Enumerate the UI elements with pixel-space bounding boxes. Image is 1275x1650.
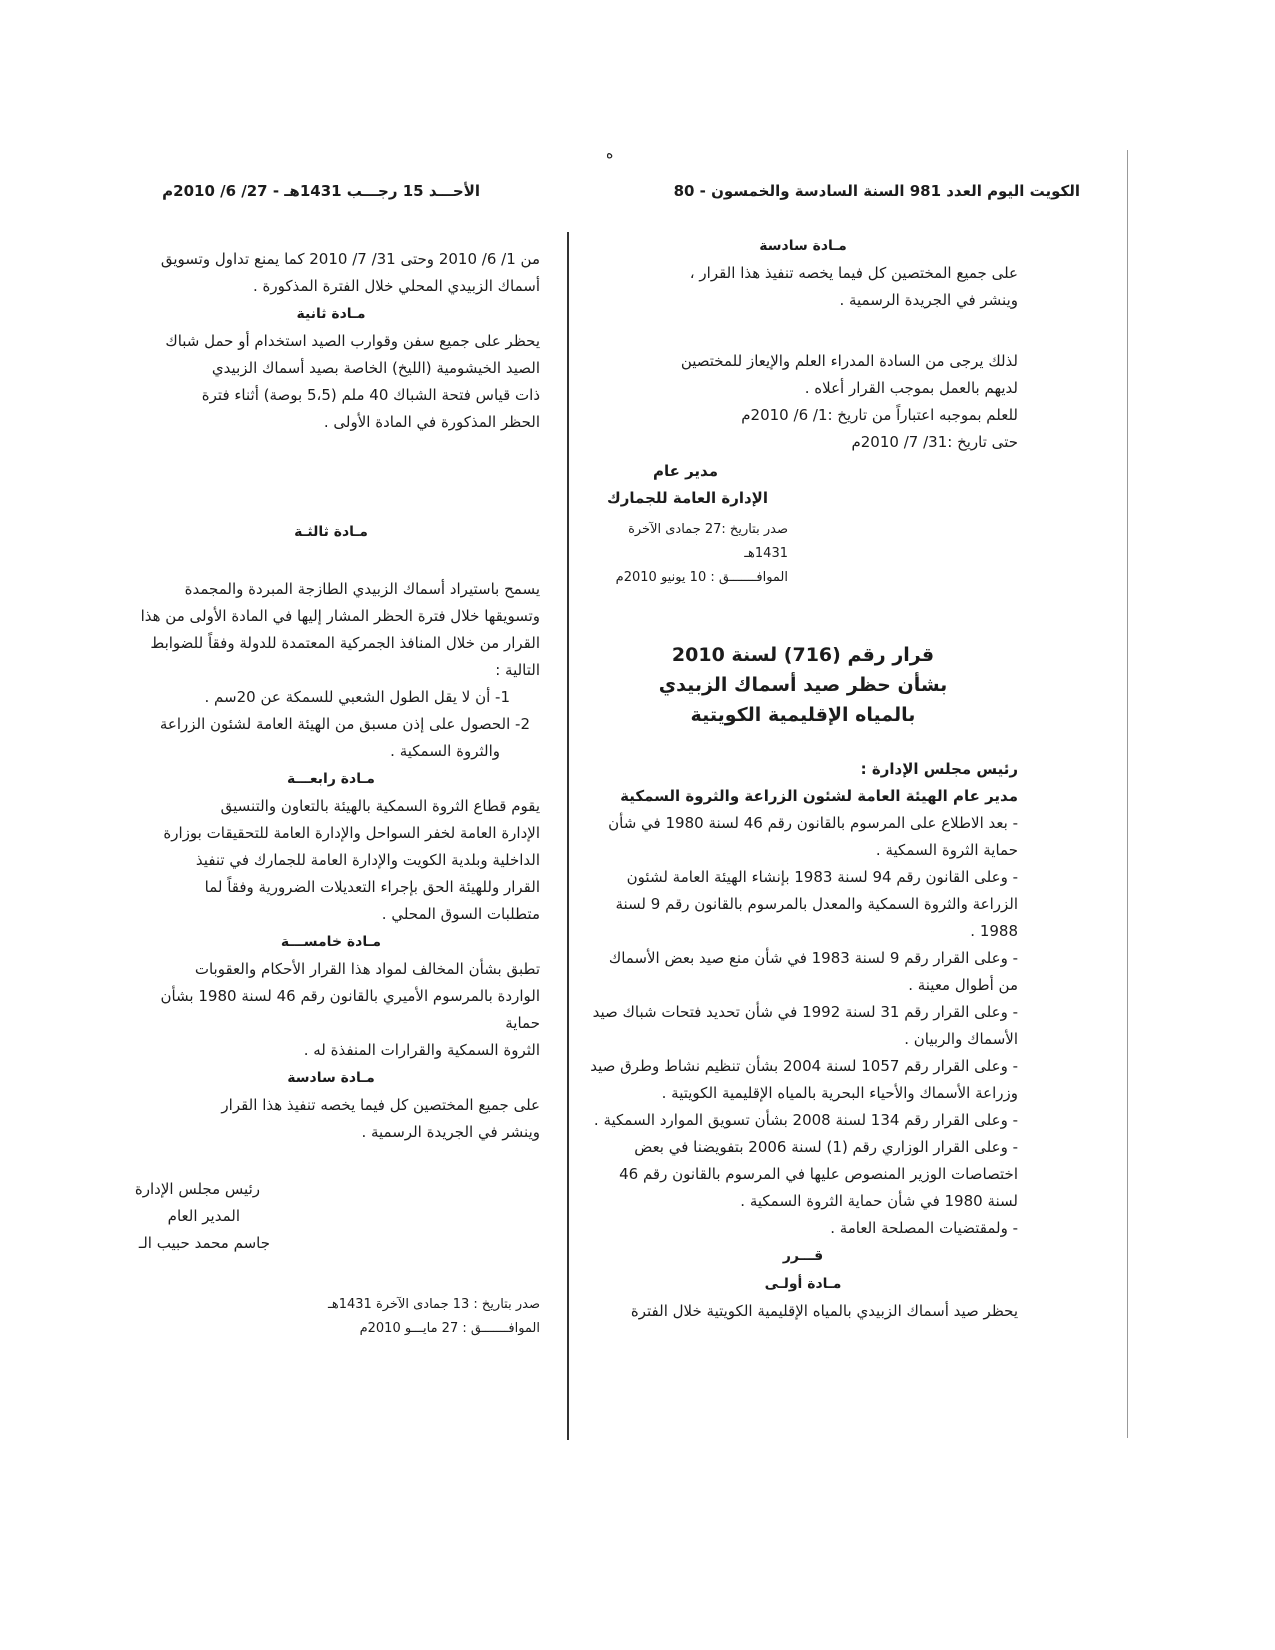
article3-line-3: القرار من خلال المنافذ الجمركية المعتمدة للدولة وفقاً للضوابط [150, 634, 540, 652]
left-article6-line-1: على جميع المختصين كل فيما يخصه تنفيذ هذا القرار [221, 1096, 540, 1114]
recital-6: - وعلى القرار رقم 134 لسنة 2008 بشأن تسويق الموارد السمكية . [593, 1111, 1018, 1129]
article4-line-2: الإدارة العامة لخفر السواحل والإدارة العامة للتحقيقات بوزارة [163, 824, 540, 842]
article3-line-2: وتسويقها خلال فترة الحظر المشار إليها في المادة الأولى من هذا [140, 607, 540, 625]
right-signature-title: مدير عام [652, 462, 718, 480]
right-signature-org: الإدارة العامة للجمارك [607, 489, 768, 507]
right-article6-line-1: على جميع المختصين كل فيما يخصه تنفيذ هذا القرار ، [689, 264, 1018, 282]
recital-3: - وعلى القرار رقم 9 لسنة 1983 في شأن منع صيد بعض الأسماك من أطوال معينة . [608, 949, 1018, 994]
header-left-date: الأحـــد 15 رجـــب 1431هـ - 27/ 6/ 2010م [162, 182, 480, 200]
article2-line-1: يحظر على جميع سفن وقوارب الصيد استخدام أو حمل شباك [165, 332, 540, 350]
left-signature-line-2: المدير العام [167, 1207, 240, 1225]
notice-line-4: حتى تاريخ :31/ 7/ 2010م [851, 433, 1018, 451]
left-intro-line-2: أسماك الزبيدي المحلي خلال الفترة المذكورة . [253, 277, 540, 295]
left-signature-line-3: جاسم محمد حبيب الـ [138, 1234, 270, 1252]
recital-2: - وعلى القانون رقم 94 لسنة 1983 بإنشاء الهيئة العامة لشئون الزراعة والثروة السمكية والمعدل بالمرسوم بالقانون رقم 9 لسنة 1988 . [615, 868, 1018, 940]
recital-8: - ولمقتضيات المصلحة العامة . [830, 1219, 1018, 1237]
recital-1: - بعد الاطلاع على المرسوم بالقانون رقم 46 لسنة 1980 في شأن حماية الثروة السمكية . [608, 814, 1018, 859]
right-column [588, 232, 1018, 1325]
left-issued-line-1: صدر بتاريخ : 13 جمادى الآخرة 1431هـ [328, 1297, 540, 1312]
right-article6-line-2: وينشر في الجريدة الرسمية . [839, 291, 1018, 309]
article3-item-3: والثروة السمكية . [390, 742, 500, 760]
right-issued-line-1: صدر بتاريخ :27 جمادى الآخرة 1431هـ [628, 522, 788, 561]
left-signature-line-1: رئيس مجلس الإدارة [134, 1180, 260, 1198]
left-article6-title: مـادة سادسة [287, 1070, 375, 1086]
page-edge-rule [1127, 150, 1128, 1438]
recital-5: - وعلى القرار رقم 1057 لسنة 2004 بشأن تنظيم نشاط وطرق صيد وزراعة الأسماك والأحياء البحرية بالمياه الإقليمية الكويتية . [590, 1057, 1018, 1102]
notice-line-1: لذلك يرجى من السادة المدراء العلم والإيعاز للمختصين [680, 352, 1018, 370]
notice-line-3: للعلم بموجبه اعتباراً من تاريخ :1/ 6/ 2010م [741, 406, 1018, 424]
left-intro-line-1: من 1/ 6/ 2010 وحتى 31/ 7/ 2010 كما يمنع تداول وتسويق [160, 250, 540, 268]
article2-line-4: الحظر المذكورة في المادة الأولى . [323, 413, 540, 431]
article4-line-1: يقوم قطاع الثروة السمكية بالهيئة بالتعاون والتنسيق [220, 797, 540, 815]
decision-title-line-1: قرار رقم (716) لسنة 2010 [671, 644, 935, 666]
recital-4: - وعلى القرار رقم 31 لسنة 1992 في شأن تحديد فتحات شباك صيد الأسماك والربيان . [592, 1003, 1018, 1048]
notice-line-2: لديهم بالعمل بموجب القرار أعلاه . [804, 379, 1018, 397]
decided-heading: قـــرر [782, 1248, 824, 1264]
page-mark: ه [606, 146, 614, 162]
recital-7: - وعلى القرار الوزاري رقم (1) لسنة 2006 بتفويضنا في بعض اختصاصات الوزير المنصوص عليها في المرسوم بالقانون رقم 46 لسنة 1980 في شأن حماية الثروة السمكية . [619, 1138, 1018, 1210]
left-issued-line-2: الموافـــــــق : 27 مايـــو 2010م [359, 1321, 540, 1336]
left-article6-line-2: وينشر في الجريدة الرسمية . [361, 1123, 540, 1141]
article5-line-3: الثروة السمكية والقرارات المنفذة له . [303, 1041, 540, 1059]
right-article6-title: مـادة سادسة [759, 238, 847, 254]
article5-line-1: تطبق بشأن المخالف لمواد هذا القرار الأحكام والعقوبات [194, 960, 540, 978]
article3-line-4: التالية : [495, 661, 540, 679]
article3-item-2: 2- الحصول على إذن مسبق من الهيئة العامة لشئون الزراعة [159, 715, 530, 733]
director-line: مدير عام الهيئة العامة لشئون الزراعة والثروة السمكية [620, 787, 1018, 805]
article5-line-2: الواردة بالمرسوم الأميري بالقانون رقم 46 لسنة 1980 بشأن حماية [160, 987, 540, 1032]
decision-title-line-3: بالمياه الإقليمية الكويتية [690, 704, 916, 726]
article2-line-2: الصيد الخيشومية (الليخ) الخاصة بصيد أسماك الزبيدي [211, 359, 540, 377]
chair-line: رئيس مجلس الإدارة : [860, 760, 1018, 778]
article2-line-3: ذات قياس فتحة الشباك 40 ملم (5،5 بوصة) أثناء فترة [201, 386, 540, 404]
article4-line-4: القرار وللهيئة الحق بإجراء التعديلات الضرورية وفقاً لما [204, 878, 540, 896]
article2-title: مـادة ثانية [296, 306, 366, 322]
article4-title: مـادة رابعـــة [287, 771, 375, 787]
column-divider [567, 232, 569, 1440]
decision-title-line-2: بشأن حظر صيد أسماك الزبيدي [658, 674, 948, 696]
header-right-issue: الكويت اليوم العدد 981 السنة السادسة والخمسون - 80 [673, 182, 1080, 200]
article3-item-1: 1- أن لا يقل الطول الشعبي للسمكة عن 20سم . [204, 688, 510, 706]
left-column [122, 246, 540, 1341]
right-issued-line-2: الموافـــــــق : 10 يونيو 2010م [615, 570, 788, 585]
article1-line: يحظر صيد أسماك الزبيدي بالمياه الإقليمية الكويتية خلال الفترة [630, 1302, 1018, 1320]
article4-line-3: الداخلية وبلدية الكويت والإدارة العامة للجمارك في تنفيذ [195, 851, 540, 869]
article4-line-5: متطلبات السوق المحلي . [381, 905, 540, 923]
article1-title: مـادة أولـى [764, 1276, 842, 1292]
article3-title: مـادة ثالثـة [294, 524, 368, 540]
article5-title: مـادة خامســـة [280, 934, 382, 950]
article3-line-1: يسمح باستيراد أسماك الزبيدي الطازجة المبردة والمجمدة [184, 580, 540, 598]
